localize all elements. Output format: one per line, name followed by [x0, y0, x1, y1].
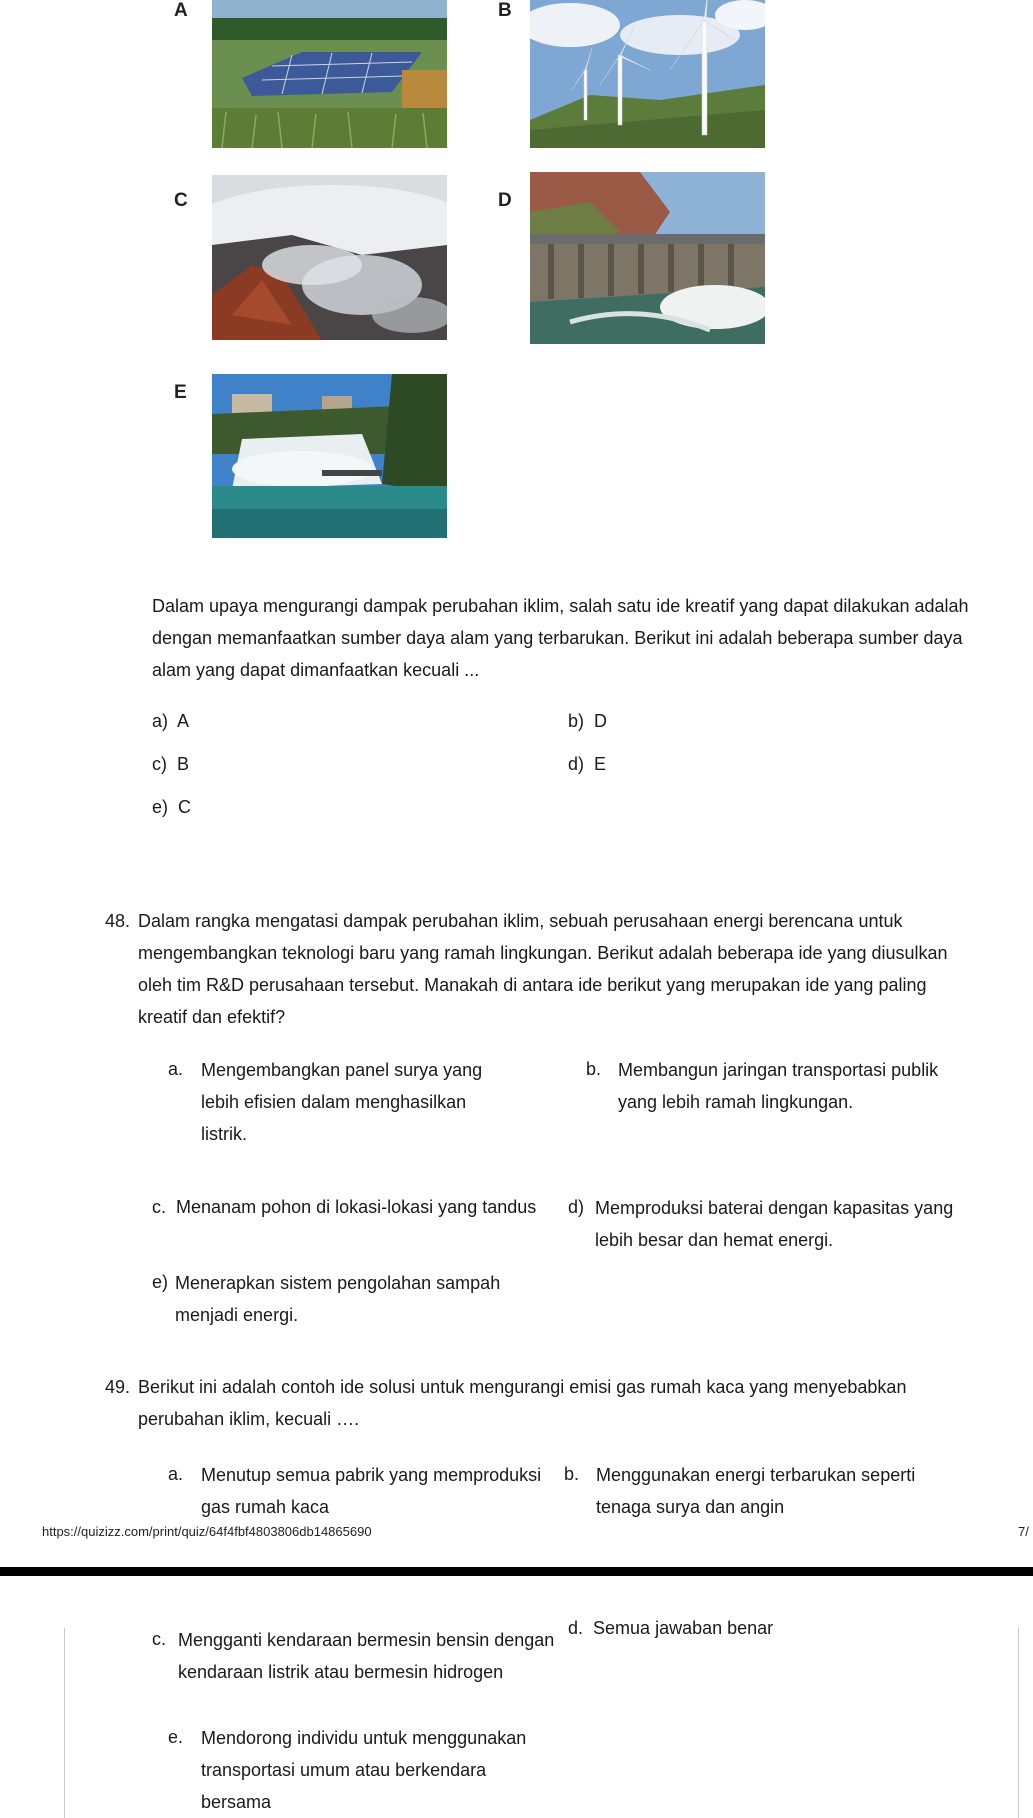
- option-marker: d): [568, 1197, 585, 1217]
- image-label-a: A: [174, 0, 188, 21]
- option-text: B: [177, 754, 190, 774]
- q49-option-d[interactable]: [568, 1613, 988, 1643]
- option-marker: b.: [586, 1059, 602, 1079]
- option-marker: d.: [568, 1618, 584, 1638]
- right-margin-line: [1018, 1628, 1019, 1818]
- image-label-b: B: [498, 0, 512, 21]
- wind-turbines-image: [530, 0, 765, 148]
- q49-option-a[interactable]: [168, 1459, 558, 1523]
- q48-option-a[interactable]: [168, 1054, 508, 1150]
- footer-page-number: 7/: [1018, 1524, 1029, 1539]
- q48-option-e[interactable]: [152, 1267, 552, 1331]
- option-marker: b): [568, 711, 585, 731]
- image-label-d: D: [498, 190, 512, 211]
- q48-option-b[interactable]: [586, 1054, 986, 1118]
- option-text: Menerapkan sistem pengolahan sampah menjadi energi.: [175, 1273, 501, 1325]
- footer-url: https://quizizz.com/print/quiz/64f4fbf4803806db14865690: [42, 1524, 372, 1539]
- option-marker: a.: [168, 1059, 184, 1079]
- q48-number: 48.: [105, 911, 131, 931]
- q49-option-b[interactable]: [564, 1459, 984, 1523]
- option-marker: a): [152, 711, 169, 731]
- option-marker: e): [152, 797, 169, 817]
- option-text: Semua jawaban benar: [593, 1618, 774, 1638]
- left-margin-line: [64, 1628, 65, 1818]
- option-marker: e.: [168, 1727, 184, 1747]
- option-text: Mendorong individu untuk menggunakan transportasi umum atau berkendara bersama: [201, 1728, 527, 1812]
- option-text: A: [177, 711, 190, 731]
- q49-option-e[interactable]: [168, 1722, 528, 1818]
- q47-stem: Dalam upaya mengurangi dampak perubahan iklim, salah satu ide kreatif yang dapat dilakukan adalah dengan memanfaatkan sumber daya alam yang terbarukan. Berikut ini adalah beberapa sumber daya alam yang dapat dimanfaatkan kecuali ...: [152, 596, 969, 680]
- option-marker: d): [568, 754, 585, 774]
- q47-option-e[interactable]: [152, 792, 191, 822]
- option-marker: c.: [152, 1197, 167, 1217]
- q47-option-d[interactable]: [568, 749, 606, 779]
- solar-panels-image: [212, 0, 447, 148]
- option-text: Menggunakan energi terbarukan seperti tenaga surya dan angin: [596, 1465, 916, 1517]
- hydro-dam-image: [530, 172, 765, 344]
- geothermal-image: [212, 175, 447, 340]
- option-text: D: [594, 711, 608, 731]
- option-text: Menanam pohon di lokasi-lokasi yang tandus: [176, 1197, 537, 1217]
- option-marker: b.: [564, 1464, 580, 1484]
- option-marker: a.: [168, 1464, 184, 1484]
- q48-option-c[interactable]: [152, 1192, 572, 1222]
- q48-option-d[interactable]: [568, 1192, 988, 1256]
- q47-option-a[interactable]: [152, 706, 189, 736]
- option-text: E: [594, 754, 607, 774]
- q49-stem: Berikut ini adalah contoh ide solusi untuk mengurangi emisi gas rumah kaca yang menyebabkan perubahan iklim, kecuali ….: [138, 1377, 907, 1429]
- option-text: Menutup semua pabrik yang memproduksi gas rumah kaca: [201, 1465, 542, 1517]
- q47-option-c[interactable]: [152, 749, 189, 779]
- q49-option-c[interactable]: [152, 1624, 562, 1688]
- q48-stem: Dalam rangka mengatasi dampak perubahan iklim, sebuah perusahaan energi berencana untuk mengembangkan teknologi baru yang ramah lingkungan. Berikut adalah beberapa ide yang diusulkan oleh tim R&D perusahaan tersebut. Manakah di antara ide berikut yang merupakan ide yang paling kreatif dan efektif?: [138, 911, 948, 1027]
- option-marker: c): [152, 754, 167, 774]
- option-text: C: [178, 797, 192, 817]
- option-marker: e): [152, 1272, 169, 1292]
- option-text: Membangun jaringan transportasi publik yang lebih ramah lingkungan.: [618, 1060, 939, 1112]
- image-label-e: E: [174, 382, 187, 403]
- option-text: Mengembangkan panel surya yang lebih efisien dalam menghasilkan listrik.: [201, 1060, 483, 1144]
- q47-option-b[interactable]: [568, 706, 607, 736]
- option-marker: c.: [152, 1629, 167, 1649]
- option-text: Memproduksi baterai dengan kapasitas yang lebih besar dan hemat energi.: [595, 1198, 954, 1250]
- page-break-bar: [0, 1567, 1033, 1576]
- waterfall-image: [212, 374, 447, 538]
- option-text: Mengganti kendaraan bermesin bensin dengan kendaraan listrik atau bermesin hidrogen: [178, 1630, 555, 1682]
- image-label-c: C: [174, 190, 188, 211]
- q49-number: 49.: [105, 1377, 131, 1397]
